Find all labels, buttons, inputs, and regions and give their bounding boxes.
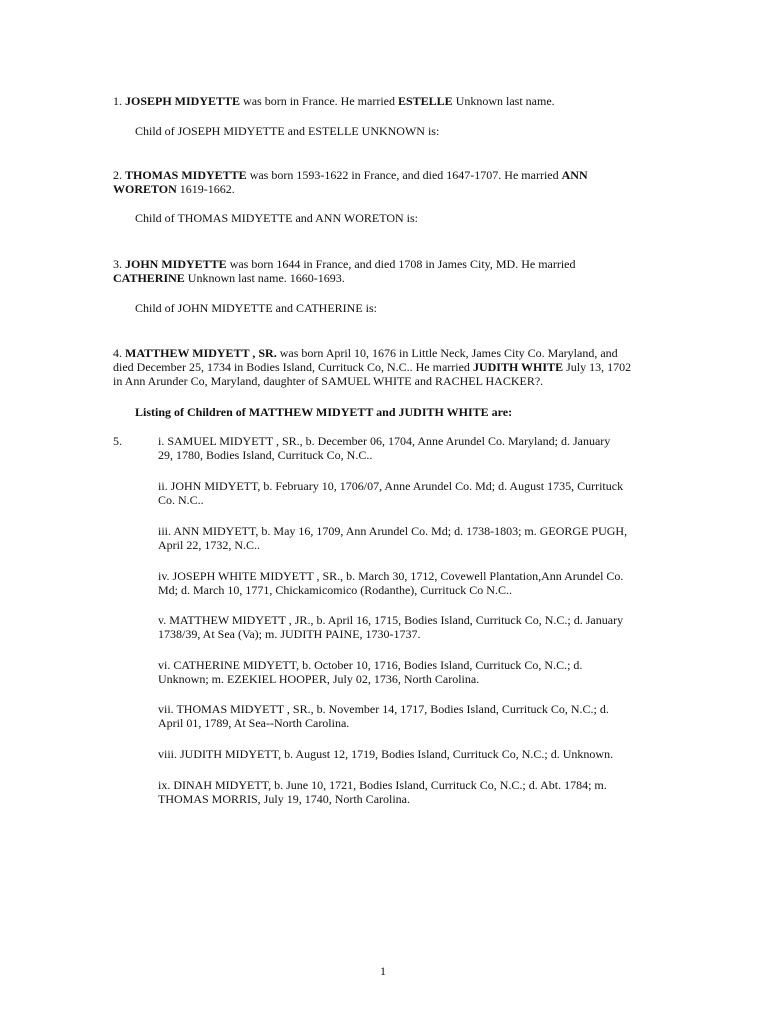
entry-4-line-3: in Ann Arunder Co, Maryland, daughter of SAMUEL WHITE and RACHEL HACKER?. [113,374,544,388]
entry-4-text: was born April 10, 1676 in Little Neck, James City Co. Maryland, and [276,346,618,360]
children-heading: Listing of Children of MATTHEW MIDYETT and JUDITH WHITE are: [135,405,513,419]
child-line-2: April 01, 1789, At Sea--North Carolina. [158,716,350,730]
entry-4-number: 4. [113,346,122,360]
entry-2-child-line: Child of THOMAS MIDYETTE and ANN WORETON is: [135,211,418,225]
child-line-2: 1738/39, At Sea (Va); m. JUDITH PAINE, 1730-1737. [158,627,421,641]
child-line-2: Unknown; m. EZEKIEL HOOPER, July 02, 1736, North Carolina. [158,672,480,686]
entry-4-line-2-text: died December 25, 1734 in Bodies Island, Currituck Co, N.C.. He married [113,360,473,374]
entry-2-spouse-b: WORETON [113,182,177,196]
entry-4-line-2-end: July 13, 1702 [563,360,632,374]
child-line-2: Md; d. March 10, 1771, Chickamicomico (Rodanthe), Currituck Co N.C.. [158,583,512,597]
entry-3-number: 3. [113,257,122,271]
list-item [158,569,678,597]
list-item [158,778,678,806]
child-line-2: 29, 1780, Bodies Island, Currituck Co, N.C.. [158,448,373,462]
entry-1-number: 1. [113,94,122,108]
entry-1-text-end: Unknown last name. [452,94,555,108]
child-line-1: i. SAMUEL MIDYETT , SR., b. December 06, 1704, Anne Arundel Co. Maryland; d. January [158,434,611,448]
entry-3-name: JOHN MIDYETTE [125,257,227,271]
entry-1-line [113,94,555,108]
entry-2-number: 2. [113,168,122,182]
entry-2-name: THOMAS MIDYETTE [125,168,247,182]
entry-1-child-line: Child of JOSEPH MIDYETTE and ESTELLE UNKNOWN is: [135,124,440,138]
child-line-1: v. MATTHEW MIDYETT , JR., b. April 16, 1715, Bodies Island, Currituck Co, N.C.; d. January [158,613,624,627]
entry-3-text: was born 1644 in France, and died 1708 in James City, MD. He married [226,257,576,271]
list-item [158,524,678,552]
child-line-1: iv. JOSEPH WHITE MIDYETT , SR., b. March 30, 1712, Covewell Plantation,Ann Arundel Co. [158,569,624,583]
child-line-1: ix. DINAH MIDYETT, b. June 10, 1721, Bodies Island, Currituck Co, N.C.; d. Abt. 1784; m. [158,778,607,792]
entry-3-spouse: CATHERINE [113,271,185,285]
child-line-1: viii. JUDITH MIDYETT, b. August 12, 1719, Bodies Island, Currituck Co, N.C.; d. Unknown. [158,747,614,761]
child-line-2: April 22, 1732, N.C.. [158,538,260,552]
entry-2-text: was born 1593-1622 in France, and died 1647-1707. He married [246,168,562,182]
entry-4-line [113,346,618,360]
entry-4-name: MATTHEW MIDYETT , SR. [125,346,277,360]
children-number: 5. [113,434,122,448]
list-item [158,434,678,462]
entry-3-text-end: Unknown last name. 1660-1693. [184,271,345,285]
entry-2-line-2 [113,182,235,196]
child-line-2: THOMAS MORRIS, July 19, 1740, North Carolina. [158,792,411,806]
child-line-1: iii. ANN MIDYETT, b. May 16, 1709, Ann Arundel Co. Md; d. 1738-1803; m. GEORGE PUGH, [158,524,628,538]
entry-4-line-2 [113,360,631,374]
child-line-1: ii. JOHN MIDYETT, b. February 10, 1706/07, Anne Arundel Co. Md; d. August 1735, Currituck [158,479,624,493]
list-item [158,747,678,761]
entry-1-spouse: ESTELLE [397,94,453,108]
entry-3-line-2 [113,271,345,285]
entry-3-line [113,257,576,271]
entry-2-line [113,168,588,182]
entry-1-name: JOSEPH MIDYETTE [125,94,241,108]
child-line-2: Co. N.C.. [158,493,204,507]
list-item [158,658,678,686]
page-number: 1 [380,964,386,978]
child-line-1: vii. THOMAS MIDYETT , SR., b. November 14, 1717, Bodies Island, Currituck Co, N.C.; d. [158,702,609,716]
entry-3-child-line: Child of JOHN MIDYETTE and CATHERINE is: [135,301,377,315]
entry-4-spouse: JUDITH WHITE [472,360,564,374]
list-item [158,613,678,641]
child-line-1: vi. CATHERINE MIDYETT, b. October 10, 1716, Bodies Island, Currituck Co, N.C.; d. [158,658,583,672]
entry-1-text: was born in France. He married [240,94,398,108]
entry-2-spouse-a: ANN [561,168,588,182]
list-item [158,702,678,730]
entry-2-text-end: 1619-1662. [176,182,235,196]
list-item [158,479,678,507]
